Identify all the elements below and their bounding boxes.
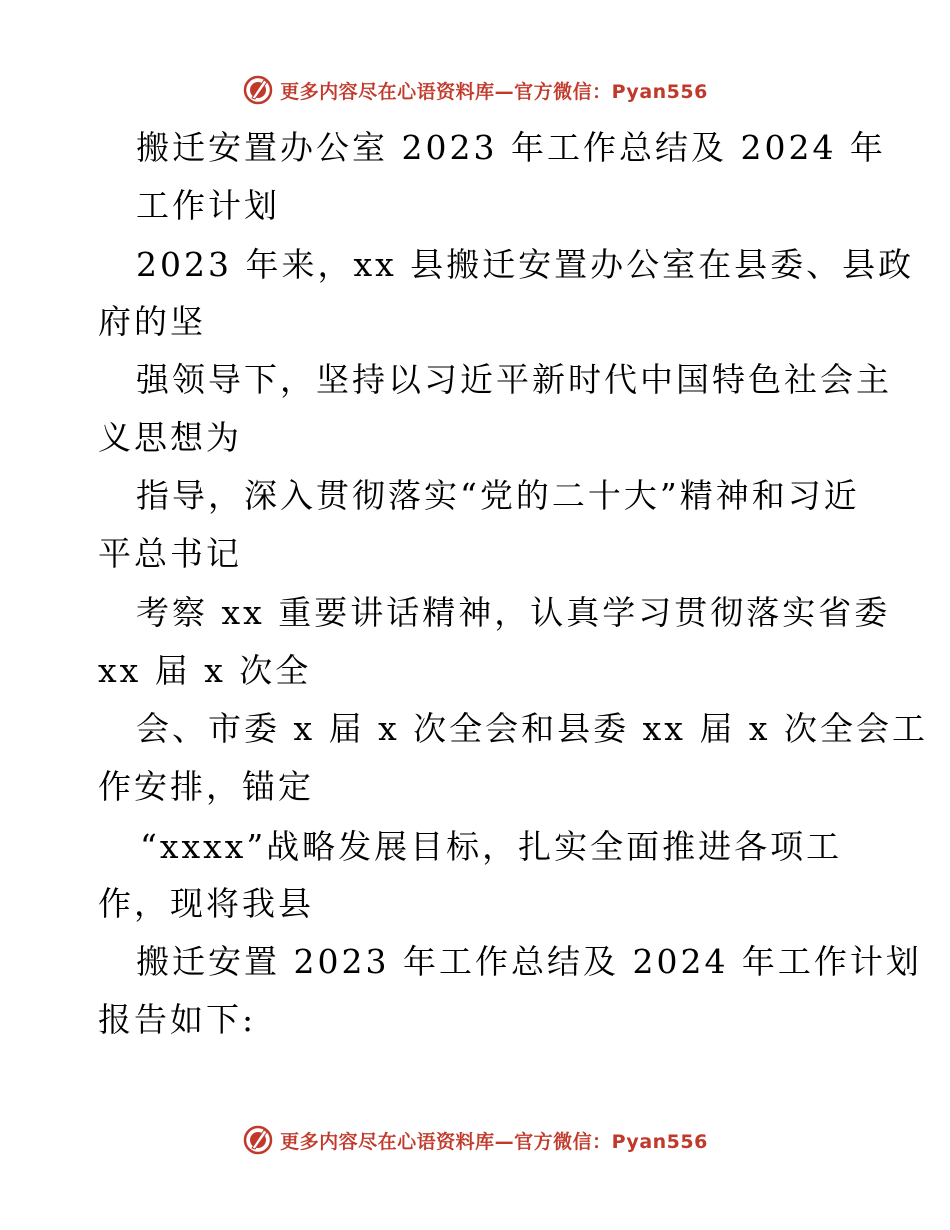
doc-line: 考察 xx 重要讲话精神，认真学习贯彻落实省委 [136, 593, 891, 632]
doc-line: 强领导下，坚持以习近平新时代中国特色社会主 [136, 360, 892, 399]
doc-line: 搬迁安置 2023 年工作总结及 2024 年工作计划 [136, 942, 922, 981]
doc-line: 平总书记 [98, 534, 242, 573]
doc-title-line-1: 搬迁安置办公室 2023 年工作总结及 2024 年 [136, 128, 886, 167]
doc-title-line-2: 工作计划 [136, 186, 280, 225]
doc-line: 报告如下: [98, 1000, 257, 1039]
doc-line: “xxxx”战略发展目标，扎实全面推进各项工 [140, 827, 843, 866]
doc-line: 作，现将我县 [98, 884, 314, 923]
doc-line: 会、市委 x 届 x 次全会和县委 xx 届 x 次全会工 [136, 709, 928, 748]
watermark-text: 更多内容尽在心语资料库—官方微信：Pyan556 [280, 1130, 708, 1153]
pen-seal-logo-icon [242, 74, 274, 106]
doc-line: xx 届 x 次全 [98, 651, 312, 690]
watermark-banner-top [0, 70, 950, 110]
doc-line: 作安排，锚定 [98, 767, 314, 806]
pen-seal-logo-icon [242, 1124, 274, 1156]
doc-line: 指导，深入贯彻落实“党的二十大”精神和习近 [136, 476, 860, 515]
watermark-banner-bottom [0, 1120, 950, 1160]
watermark-text: 更多内容尽在心语资料库—官方微信：Pyan556 [280, 80, 708, 103]
doc-line: 2023 年来，xx 县搬迁安置办公室在县委、县政 [136, 245, 915, 284]
doc-line: 府的坚 [98, 302, 206, 341]
doc-line: 义思想为 [98, 418, 242, 457]
